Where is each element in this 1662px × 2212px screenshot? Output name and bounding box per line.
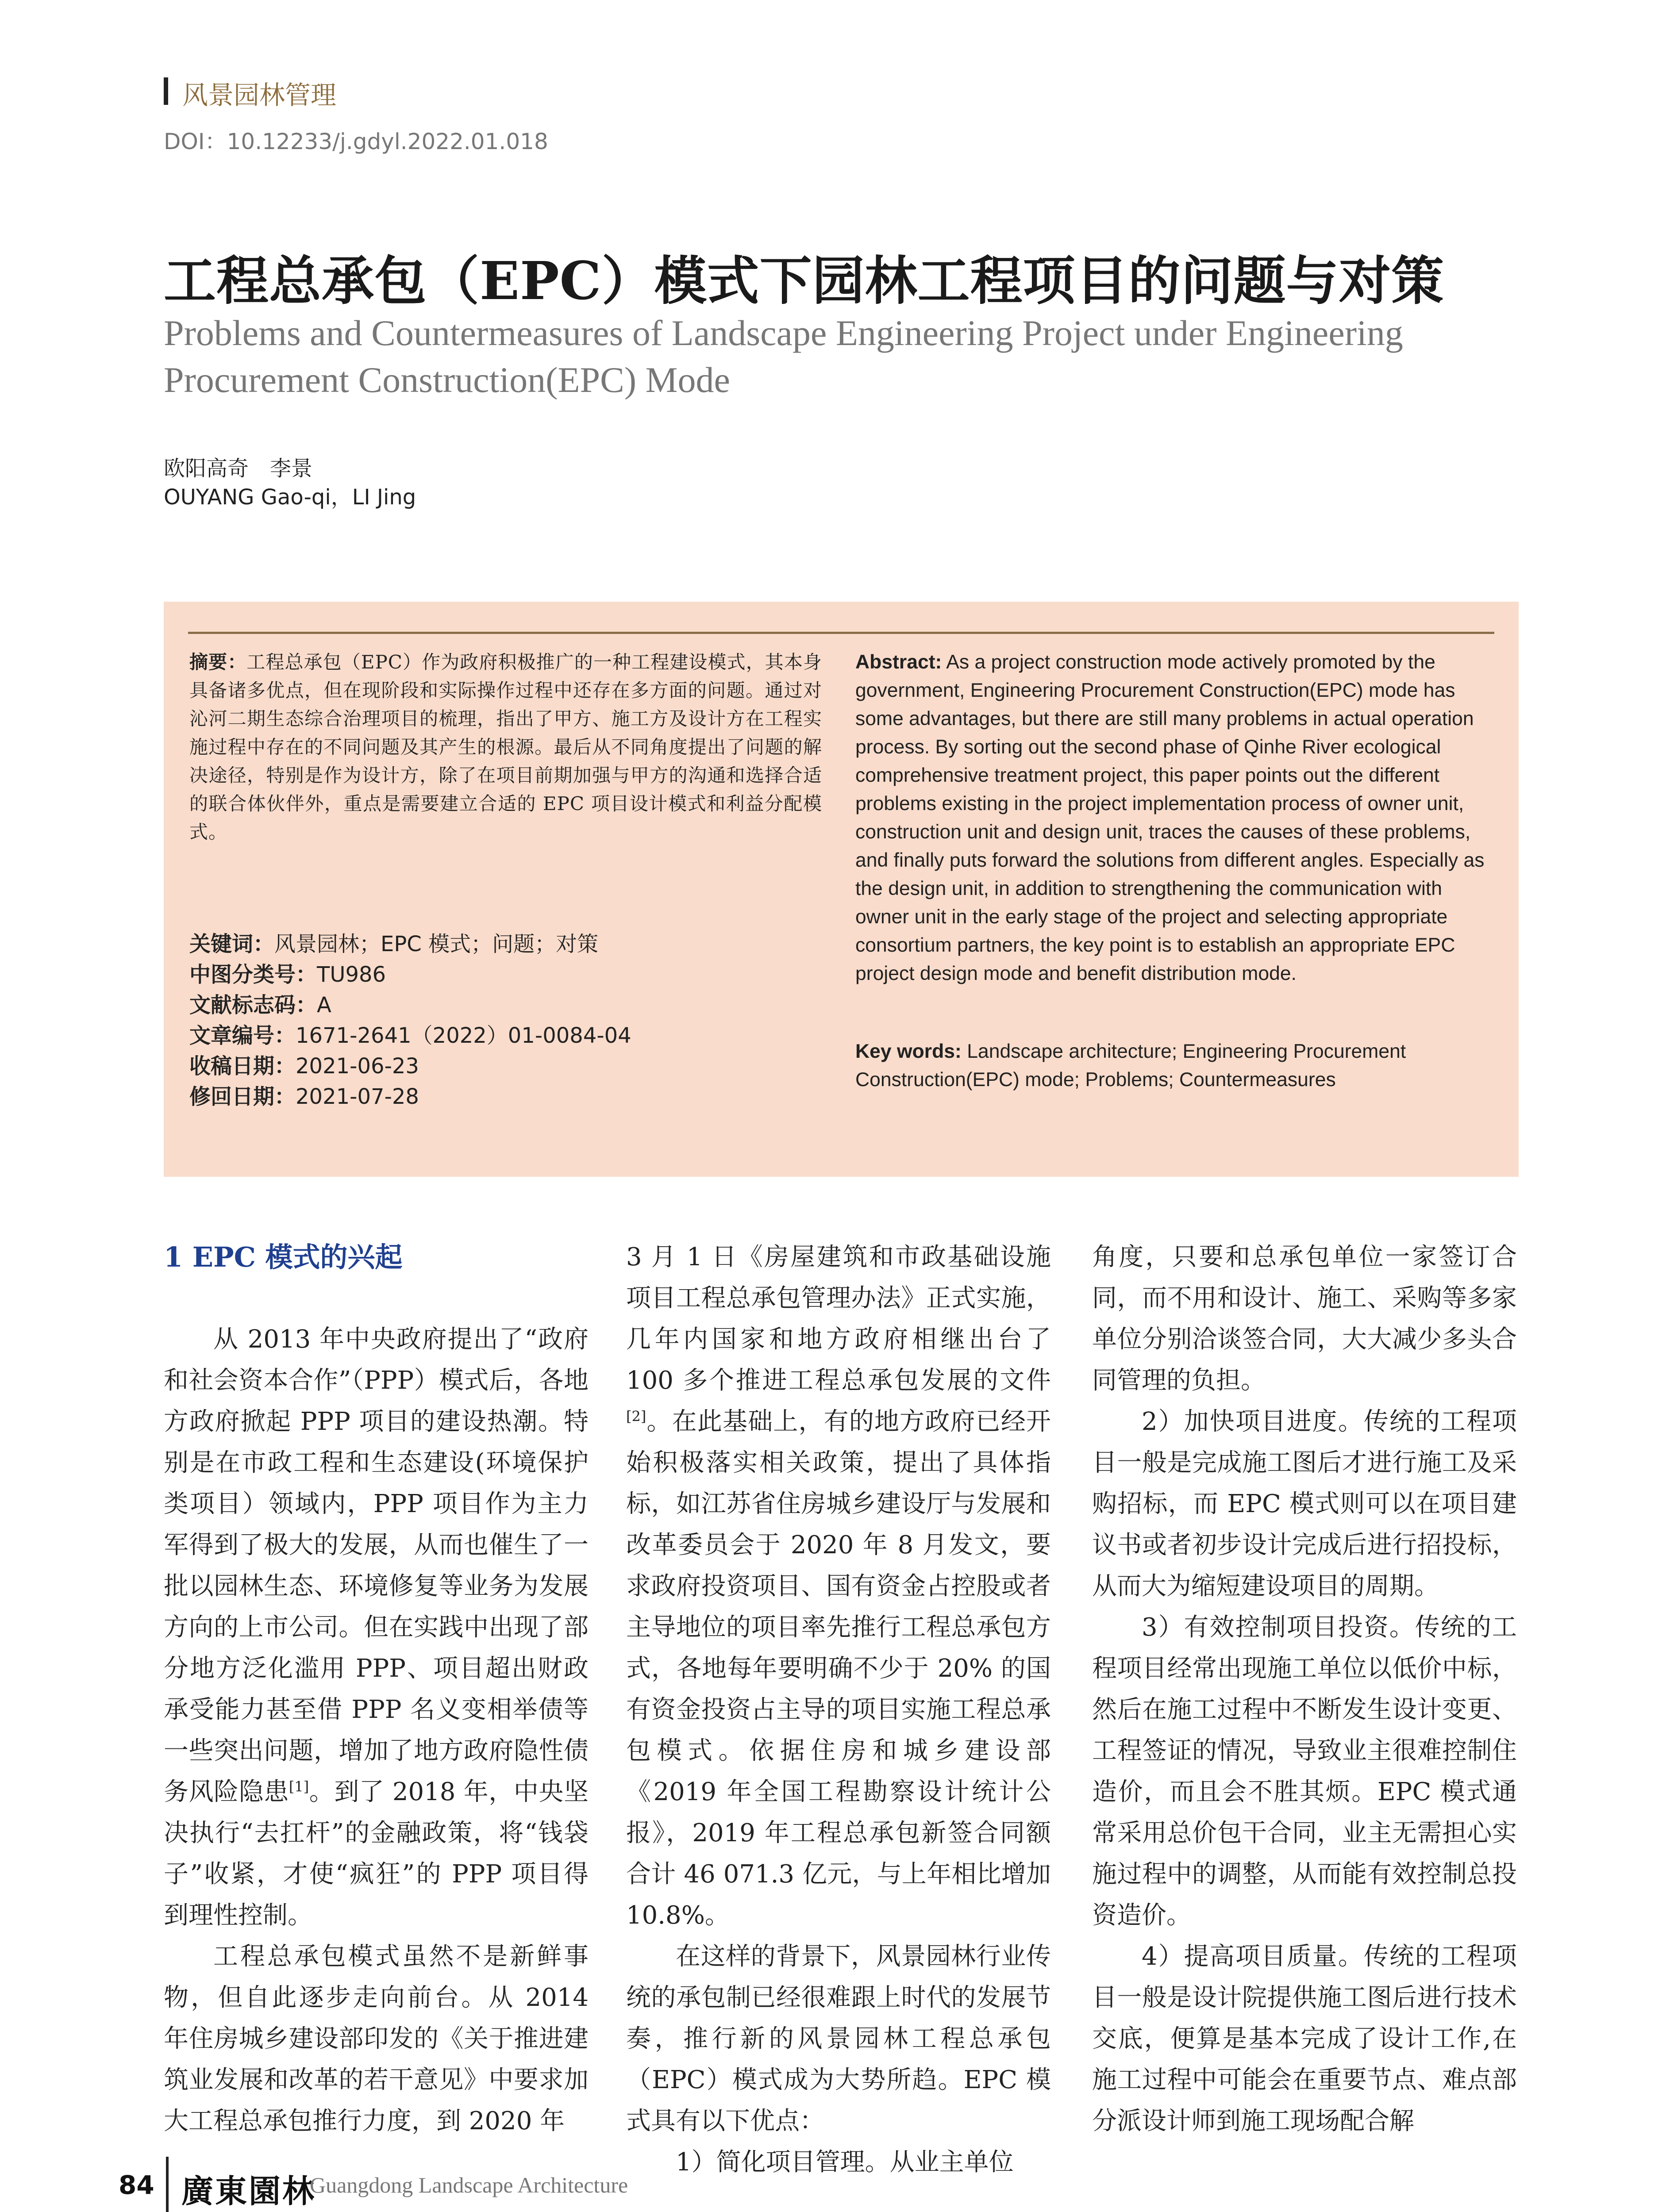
paragraph: 1）简化项目管理。从业主单位	[676, 2148, 1014, 2177]
meta-doc-code: 文献标志码：A	[189, 993, 331, 1018]
abstract-rule	[188, 632, 1494, 634]
authors-en: OUYANG Gao-qi，LI Jing	[164, 485, 416, 510]
section-heading-1: 1 EPC 模式的兴起	[164, 1241, 403, 1273]
paragraph: 角度，只要和总承包单位一家签订合同，而不用和设计、施工、采购等多家单位分别洽谈签合同，大大减少多头合同管理的负担。	[1092, 1243, 1517, 1395]
paragraph: 4）提高项目质量。传统的工程项目一般是设计院提供施工图后进行技术交底，便算是基本完成了设计工作,在施工过程中可能会在重要节点、难点部分派设计师到施工现场配合解	[1092, 1942, 1517, 2135]
section-bar	[164, 77, 168, 105]
body-column-1	[164, 1237, 589, 2142]
authors-zh: 欧阳高奇 李景	[164, 456, 313, 481]
article-meta	[189, 929, 631, 1112]
paragraph: 工程总承包模式虽然不是新鲜事物，但自此逐步走向前台。从 2014 年住房城乡建设部印发的《关于推进建筑业发展和改革的若干意见》中要求加大工程总承包推行力度，到 2020 年	[164, 1942, 589, 2135]
paragraph: 从 2013 年中央政府提出了“政府和社会资本合作”（PPP）模式后，各地方政府掀起 PPP 项目的建设热潮。特别是在市政工程和生态建设(环境保护类项目）领域内，PPP 项目作为主力军得到了极大的发展，从而也催生了一批以园林生态、环境修复等业务为发展方向的上市公司。但在实践中出现了部分地方泛化滥用 PPP、项目超出财政承受能力甚至借 PPP 名义变相举债等一些突出问题，增加了地方政府隐性债务风险隐患[1]。到了 2018 年，中央坚决执行“去扛杆”的金融政策，将“钱袋子”收紧，才使“疯狂”的 PPP 项目得到理性控制。	[164, 1325, 589, 1930]
reference-2[interactable]: [2]	[626, 1408, 646, 1425]
page-number: 84	[119, 2170, 154, 2200]
meta-clc: 中图分类号：TU986	[189, 962, 386, 987]
reference-1[interactable]: [1]	[289, 1778, 309, 1795]
journal-name-en: Guangdong Landscape Architecture	[310, 2173, 628, 2197]
paragraph: 在这样的背景下，风景园林行业传统的承包制已经很难跟上时代的发展节奏，推行新的风景园林工程总承包（EPC）模式成为大势所趋。EPC 模式具有以下优点：	[626, 1942, 1051, 2135]
journal-logo: 廣東園林	[181, 2172, 316, 2210]
paragraph: 3）有效控制项目投资。传统的工程项目经常出现施工单位以低价中标，然后在施工过程中不断发生设计变更、工程签证的情况，导致业主很难控制住造价，而且会不胜其烦。EPC 模式通常采用总价包干合同，业主无需担心实施过程中的调整，从而能有效控制总投资造价。	[1092, 1613, 1517, 1930]
paragraph: 3 月 1 日《房屋建筑和市政基础设施项目工程总承包管理办法》正式实施，几年内国家和地方政府相继出台了 100 多个推进工程总承包发展的文件[2]。在此基础上，有的地方政府已经开始积极落实相关政策，提出了具体指标，如江苏省住房城乡建设厅与发展和改革委员会于 2020 年 8 月发文，要求政府投资项目、国有资金占控股或者主导地位的项目率先推行工程总承包方式，各地每年要明确不少于 20% 的国有资金投资占主导的项目实施工程总承包模式。依据住房和城乡建设部《2019 年全国工程勘察设计统计公报》，2019 年工程总承包新签合同额合计 46 071.3 亿元，与上年相比增加 10.8%。	[626, 1243, 1051, 1930]
keywords-en-label: Key words:	[855, 1041, 962, 1062]
meta-received: 收稿日期：2021-06-23	[189, 1054, 419, 1079]
abstract-box	[164, 602, 1519, 1177]
meta-keywords: 关键词：风景园林；EPC 模式；问题；对策	[189, 932, 599, 956]
title-zh: 工程总承包（EPC）模式下园林工程项目的问题与对策	[164, 250, 1444, 311]
footer-rule	[166, 2157, 169, 2212]
meta-article-no: 文章编号：1671-2641（2022）01-0084-04	[189, 1023, 631, 1048]
abstract-zh-text: 工程总承包（EPC）作为政府积极推广的一种工程建设模式，其本身具备诸多优点，但在现阶段和实际操作过程中还存在多方面的问题。通过对沁河二期生态综合治理项目的梳理，指出了甲方、施工方及设计方在工程实施过程中存在的不同问题及其产生的根源。最后从不同角度提出了问题的解决途径，特别是作为设计方，除了在项目前期加强与甲方的沟通和选择合适的联合体伙伴外，重点是需要建立合适的 EPC 项目设计模式和利益分配模式。	[189, 651, 822, 843]
abstract-zh	[189, 648, 822, 846]
doi[interactable]: DOI：10.12233/j.gdyl.2022.01.018	[164, 129, 548, 154]
meta-revised: 修回日期：2021-07-28	[189, 1084, 419, 1109]
abstract-en-text: As a project construction mode actively promoted by the government, Engineering Procurement Construction(EPC) mode has some advantages, but there are still many problems in actual operation process. By sorting out the second phase of Qinhe River ecological comprehensive treatment project, this paper points out the different problems existing in the project implementation process of owner unit, construction unit and design unit, traces the causes of these problems, and finally puts forward the solutions from different angles. Especially as the design unit, in addition to strengthening the communication with owner unit in the early stage of the project and selecting appropriate consortium partners, the key point is to establish an appropriate EPC project design mode and benefit distribution mode.	[855, 651, 1485, 984]
abstract-en-label: Abstract:	[855, 651, 942, 673]
paragraph: 2）加快项目进度。传统的工程项目一般是完成施工图后才进行施工及采购招标，而 EPC 模式则可以在项目建议书或者初步设计完成后进行招投标，从而大为缩短建设项目的周期。	[1092, 1407, 1517, 1601]
body-column-3	[1092, 1237, 1517, 2142]
keywords-en	[855, 1037, 1488, 1094]
section-label: 风景园林管理	[182, 80, 337, 110]
abstract-zh-label: 摘要：	[189, 651, 247, 673]
abstract-en	[855, 648, 1488, 988]
title-en: Problems and Countermeasures of Landscape Engineering Project under Engineering Procurement Construction(EPC) Mode	[164, 313, 1403, 400]
keywords-en-text: Landscape architecture; Engineering Procurement Construction(EPC) mode; Problems; Countermeasures	[855, 1041, 1406, 1091]
body-column-2	[626, 1237, 1051, 2183]
